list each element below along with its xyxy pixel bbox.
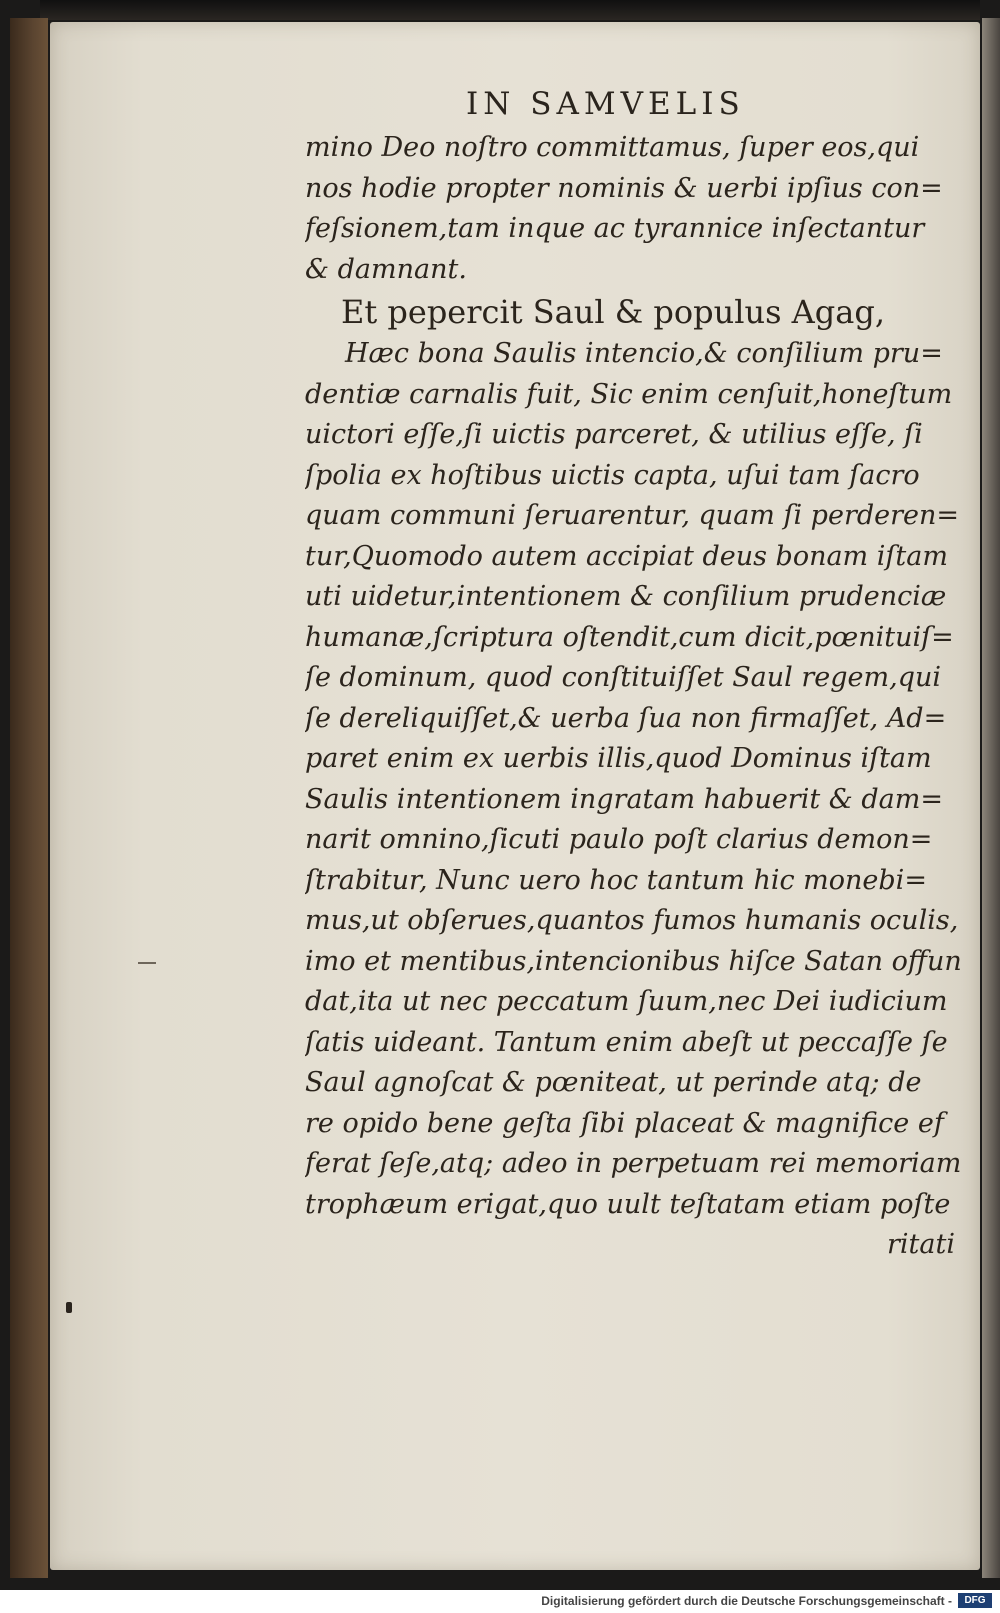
page-text-block bbox=[305, 128, 965, 1266]
text-line: uictori eſſe,ſi uictis parceret, & utilius eſſe, ſi bbox=[305, 419, 923, 450]
running-head: IN SAMVELIS bbox=[466, 86, 745, 122]
book-right-edge bbox=[982, 18, 1000, 1578]
text-line: Hæc bona Saulis intencio,& conſilium pru= bbox=[345, 338, 943, 369]
book-top-edge bbox=[40, 0, 980, 20]
text-line: trophæum erigat,quo uult teſtatam etiam poſte bbox=[305, 1188, 951, 1220]
text-line: ſe dominum, quod conſtituiſſet Saul regem,qui bbox=[305, 662, 942, 693]
text-line: ſatis uideant. Tantum enim abeſt ut peccaſſe ſe bbox=[305, 1026, 948, 1058]
text-line: dat,ita ut nec peccatum ſuum,nec Dei iudicium bbox=[305, 986, 948, 1017]
text-line: feſsionem,tam inque ac tyrannice inſectantur bbox=[305, 213, 925, 244]
text-line: imo et mentibus,intencionibus hiſce Satan offun bbox=[305, 945, 962, 977]
text-line: Saulis intentionem ingratam habuerit & dam= bbox=[305, 783, 944, 815]
margin-dash-mark bbox=[138, 962, 156, 964]
text-line: ſpolia ex hoſtibus uictis capta, uſui tam ſacro bbox=[305, 459, 920, 491]
text-line: tur,Quomodo autem accipiat deus bonam iſtam bbox=[305, 540, 948, 572]
text-line: narit omnino,ſicuti paulo poſt clarius demon= bbox=[305, 824, 933, 855]
text-line: paret enim ex uerbis illis,quod Dominus iſtam bbox=[305, 743, 932, 774]
text-line: nos hodie propter nominis & uerbi ipſius con= bbox=[305, 172, 943, 204]
margin-ink-mark bbox=[66, 1302, 72, 1313]
text-line: mus,ut obſerues,quantos fumos humanis oculis, bbox=[305, 905, 959, 936]
section-heading: Et pepercit Saul & populus Agag, bbox=[341, 293, 885, 331]
catchword: ritati bbox=[887, 1229, 955, 1260]
dfg-logo: DFG bbox=[958, 1593, 992, 1608]
text-line: humanæ,ſcriptura oſtendit,cum dicit,pœnituiſ= bbox=[305, 621, 954, 653]
text-line: & damnant. bbox=[305, 253, 467, 285]
text-line: re opido bene geſta ſibi placeat & magnifice ef bbox=[305, 1107, 944, 1139]
text-line: ferat ſeſe,atq; adeo in perpetuam rei memoriam bbox=[305, 1148, 962, 1179]
text-line: uti uidetur,intentionem & conſilium prudenciæ bbox=[305, 581, 947, 612]
text-line: ſtrabitur, Nunc uero hoc tantum hic monebi= bbox=[305, 864, 927, 896]
text-line: dentiæ carnalis fuit, Sic enim cenſuit,honeſtum bbox=[305, 378, 953, 410]
text-line: mino Deo noſtro committamus, ſuper eos,qui bbox=[305, 132, 920, 163]
footer-bar bbox=[0, 1590, 1000, 1613]
text-line: ſe dereliquiſſet,& uerba ſua non firmaſſet, Ad= bbox=[305, 702, 947, 734]
text-line: Saul agnoſcat & pœniteat, ut perinde atq; de bbox=[305, 1067, 922, 1098]
footer-credit: Digitalisierung gefördert durch die Deutsche Forschungsgemeinschaft - bbox=[541, 1594, 952, 1608]
book-spine-edge bbox=[10, 18, 48, 1578]
text-line: quam communi ſeruarentur, quam ſi perderen= bbox=[305, 500, 960, 531]
